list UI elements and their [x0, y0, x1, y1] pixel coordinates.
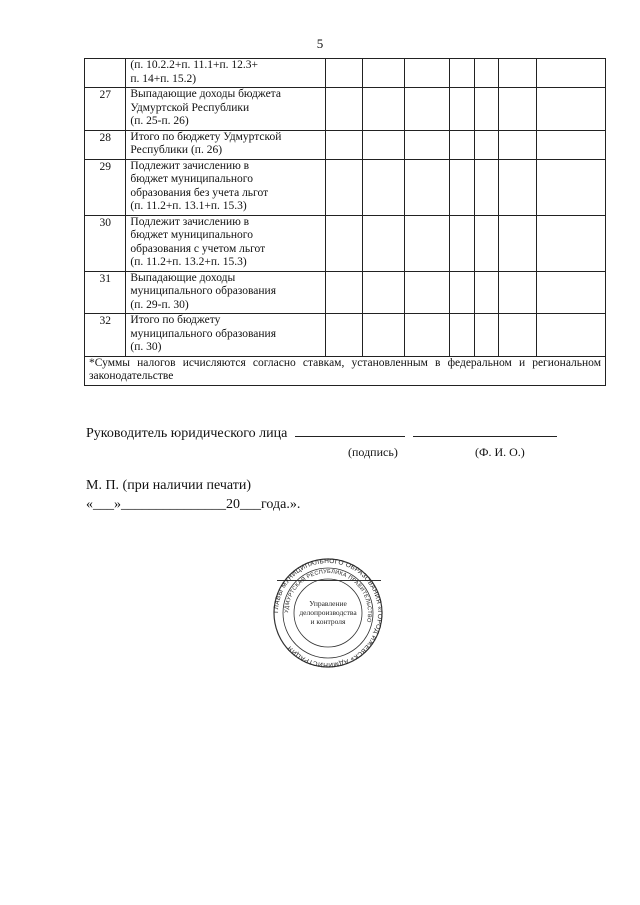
name-blank: [413, 424, 557, 437]
empty-cell: [498, 314, 536, 357]
empty-cell: [537, 130, 606, 159]
empty-cell: [498, 159, 536, 215]
row-description: Подлежит зачислению в бюджет муниципального образования с учетом льгот (п. 11.2+п. 13.2+п. 15.3): [126, 215, 326, 271]
row-number: 27: [85, 88, 126, 131]
empty-cell: [498, 59, 536, 88]
empty-cell: [405, 215, 450, 271]
empty-cell: [450, 271, 474, 314]
empty-cell: [450, 130, 474, 159]
empty-cell: [537, 88, 606, 131]
row-description: Выпадающие доходы бюджета Удмуртской Республики (п. 25-п. 26): [126, 88, 326, 131]
svg-text:ГЛАВЫ МУНИЦИПАЛЬНОГО ОБРАЗОВАН: ГЛАВЫ МУНИЦИПАЛЬНОГО ОБРАЗОВАНИЯ «ГОРОД ИЖЕВСК» АДМИНИСТРАЦИЯ: [273, 557, 383, 669]
empty-cell: [450, 314, 474, 357]
empty-cell: [474, 130, 498, 159]
row-number: 30: [85, 215, 126, 271]
name-caption: (Ф. И. О.): [475, 445, 525, 459]
empty-cell: [474, 159, 498, 215]
empty-cell: [498, 130, 536, 159]
empty-cell: [405, 59, 450, 88]
row-number: [85, 59, 126, 88]
table-row: [85, 215, 606, 271]
tax-calculation-table: [84, 58, 606, 386]
empty-cell: [405, 159, 450, 215]
stamp-center-text: делопроизводства: [299, 608, 357, 617]
table-row: [85, 314, 606, 357]
table-row: [85, 130, 606, 159]
empty-cell: [450, 59, 474, 88]
seal-place-line: М. П. (при наличии печати): [86, 478, 252, 493]
signature-caption: (подпись): [348, 445, 398, 459]
empty-cell: [474, 314, 498, 357]
signature-line: [86, 424, 557, 442]
empty-cell: [474, 215, 498, 271]
empty-cell: [537, 159, 606, 215]
empty-cell: [405, 271, 450, 314]
empty-cell: [537, 314, 606, 357]
empty-cell: [537, 59, 606, 88]
empty-cell: [362, 88, 404, 131]
svg-text:УДМУРТСКАЯ РЕСПУБЛИКА ПРАВИТЕЛ: УДМУРТСКАЯ РЕСПУБЛИКА ПРАВИТЕЛЬСТВО: [283, 568, 373, 624]
empty-cell: [405, 314, 450, 357]
empty-cell: [474, 88, 498, 131]
row-description: Подлежит зачислению в бюджет муниципального образования без учета льгот (п. 11.2+п. 13.1+п. 15.3): [126, 159, 326, 215]
empty-cell: [474, 271, 498, 314]
empty-cell: [362, 215, 404, 271]
footnote: *Суммы налогов исчисляются согласно ставкам, установленным в федеральном и региональном законодательстве: [85, 356, 606, 385]
empty-cell: [362, 130, 404, 159]
row-number: 31: [85, 271, 126, 314]
empty-cell: [326, 59, 362, 88]
empty-cell: [498, 88, 536, 131]
empty-cell: [405, 88, 450, 131]
row-number: 32: [85, 314, 126, 357]
empty-cell: [326, 215, 362, 271]
row-description: Итого по бюджету Удмуртской Республики (п. 26): [126, 130, 326, 159]
empty-cell: [498, 215, 536, 271]
empty-cell: [450, 215, 474, 271]
empty-cell: [537, 271, 606, 314]
stamp-center-text: и контроля: [310, 617, 346, 626]
empty-cell: [362, 314, 404, 357]
empty-cell: [326, 130, 362, 159]
empty-cell: [362, 59, 404, 88]
empty-cell: [498, 271, 536, 314]
stamp-center-text: Управление: [309, 599, 347, 608]
table-row: [85, 159, 606, 215]
signature-label: Руководитель юридического лица: [86, 426, 288, 441]
empty-cell: [326, 159, 362, 215]
row-description: (п. 10.2.2+п. 11.1+п. 12.3+ п. 14+п. 15.2): [126, 59, 326, 88]
page-number: 5: [316, 36, 324, 51]
empty-cell: [326, 271, 362, 314]
row-description: Выпадающие доходы муниципального образования (п. 29-п. 30): [126, 271, 326, 314]
empty-cell: [405, 130, 450, 159]
table-row: [85, 271, 606, 314]
empty-cell: [362, 271, 404, 314]
empty-cell: [537, 215, 606, 271]
row-number: 28: [85, 130, 126, 159]
empty-cell: [450, 159, 474, 215]
empty-cell: [326, 314, 362, 357]
table-row: [85, 88, 606, 131]
empty-cell: [474, 59, 498, 88]
signature-blank: [295, 424, 405, 437]
row-number: 29: [85, 159, 126, 215]
table-row: [85, 59, 606, 88]
empty-cell: [362, 159, 404, 215]
date-line: «___»_______________20___года.».: [86, 497, 301, 512]
official-stamp: [273, 552, 383, 674]
row-description: Итого по бюджету муниципального образования (п. 30): [126, 314, 326, 357]
empty-cell: [326, 88, 362, 131]
footnote-row: [85, 356, 606, 385]
empty-cell: [450, 88, 474, 131]
